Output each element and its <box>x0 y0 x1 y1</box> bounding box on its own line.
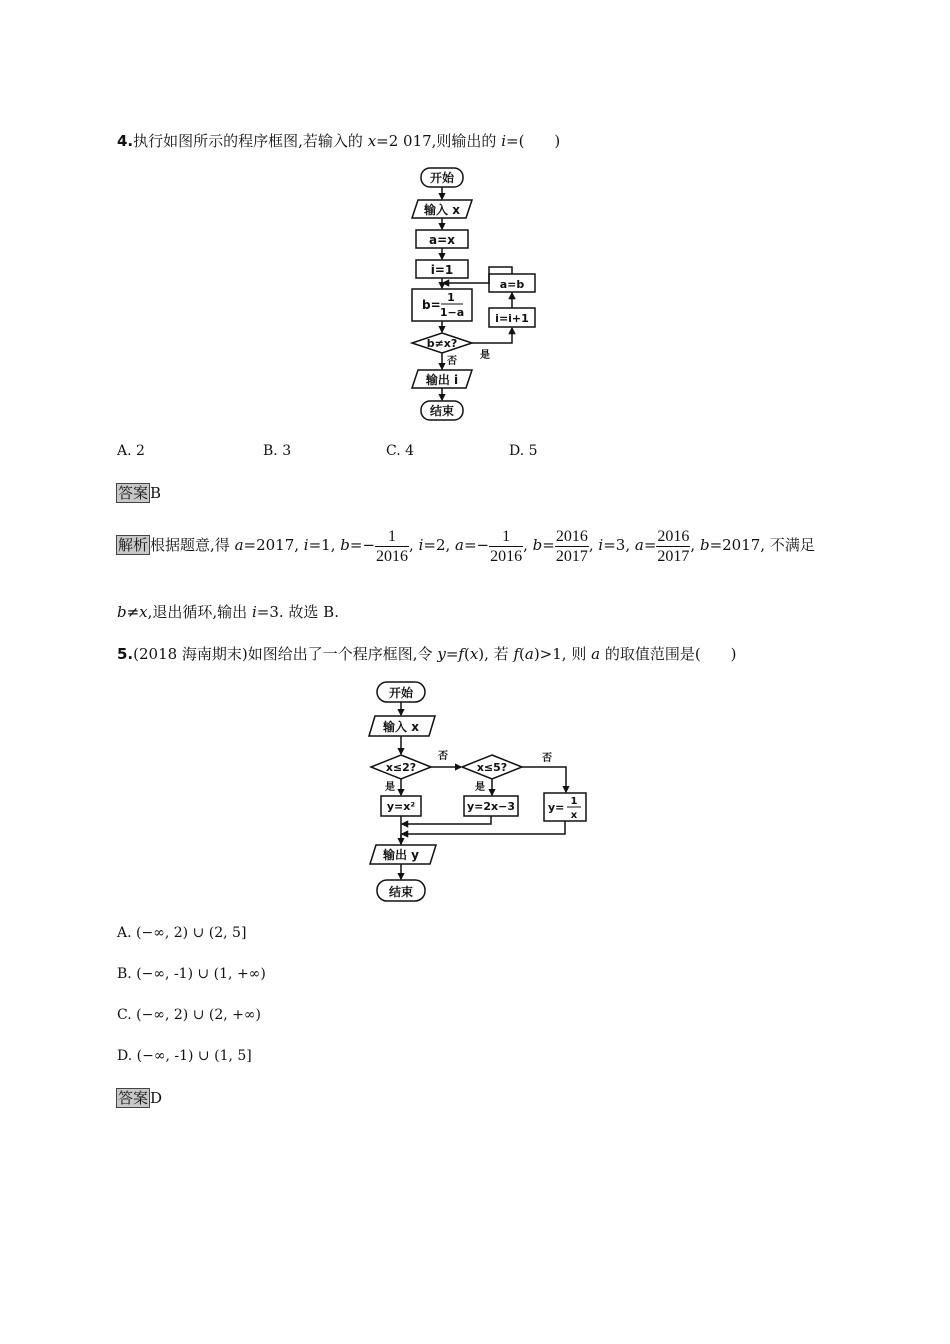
svg-text:否: 否 <box>438 751 448 762</box>
svg-text:x≤5?: x≤5? <box>476 761 508 774</box>
svg-text:开始: 开始 <box>429 171 455 185</box>
analysis-tag: 解析 <box>118 536 149 554</box>
svg-text:1−a: 1−a <box>439 306 465 319</box>
q5-option-c[interactable]: C. (−∞, 2) ∪ (2, +∞) <box>117 1007 261 1023</box>
fraction: $\frac{2016}{2017}$ <box>555 527 588 565</box>
q5-option-a[interactable]: A. (−∞, 2) ∪ (2, 5] <box>117 925 247 941</box>
q4-option-a[interactable]: A. 2 <box>117 443 145 459</box>
svg-text:否: 否 <box>542 753 552 764</box>
q4-stem: 4.执行如图所示的程序框图,若输入的 x=2 017,则输出的 i=( ) <box>117 132 561 150</box>
svg-text:输出 y: 输出 y <box>382 848 420 862</box>
q4-option-c[interactable]: C. 4 <box>386 443 415 459</box>
q4-answer <box>116 483 161 503</box>
svg-text:i=1: i=1 <box>430 263 454 277</box>
svg-text:b=: b= <box>422 298 441 312</box>
fraction: $\frac{1}{2016}$ <box>376 527 409 565</box>
answer-tag: 答案 <box>118 1089 149 1107</box>
q4-analysis-line1: 解析 根据题意,得 a=2017, i=1, b=− $\frac{1}{2016}$ , i=2, a=− $\frac{1}{2016}$ , b= $\frac{2016}{2017}$ , i=3, a= $\frac{2016}{2017}$ , b=2017, 不满足 <box>118 527 815 565</box>
svg-text:x: x <box>570 810 578 821</box>
svg-text:y=2x−3: y=2x−3 <box>466 800 516 813</box>
svg-text:结束: 结束 <box>388 885 414 899</box>
fraction: $\frac{2016}{2017}$ <box>657 527 690 565</box>
svg-text:i=i+1: i=i+1 <box>495 312 529 325</box>
svg-text:输入 x: 输入 x <box>383 720 419 734</box>
svg-text:a=x: a=x <box>429 233 455 247</box>
q5-stem: 5.(2018 海南期末)如图给出了一个程序框图,令 y=f(x), 若 f(a)>1, 则 a 的取值范围是( ) <box>117 645 737 663</box>
q5-option-b[interactable]: B. (−∞, -1) ∪ (1, +∞) <box>117 966 266 982</box>
svg-text:否: 否 <box>447 356 457 367</box>
fraction: $\frac{1}{2016}$ <box>490 527 523 565</box>
q5-flowchart <box>360 675 600 907</box>
q4-answer-value: B <box>150 484 162 502</box>
svg-text:输出 i: 输出 i <box>425 373 459 387</box>
svg-text:是: 是 <box>480 350 490 361</box>
svg-text:x≤2?: x≤2? <box>385 761 417 774</box>
q4-analysis-line2: b≠x,退出循环,输出 i=3. 故选 B. <box>117 603 339 621</box>
svg-text:输入 x: 输入 x <box>424 203 460 217</box>
answer-tag: 答案 <box>118 484 149 502</box>
q5-number: 5. <box>117 645 134 663</box>
svg-text:1: 1 <box>447 291 455 304</box>
svg-text:a=b: a=b <box>499 278 525 291</box>
svg-text:y=x²: y=x² <box>386 800 416 813</box>
svg-text:y=: y= <box>548 801 565 814</box>
q5-answer <box>116 1088 162 1108</box>
q4-option-b[interactable]: B. 3 <box>263 443 292 459</box>
svg-text:1: 1 <box>570 796 578 807</box>
svg-text:开始: 开始 <box>388 686 414 700</box>
q4-option-d[interactable]: D. 5 <box>509 443 538 459</box>
svg-text:结束: 结束 <box>429 404 455 418</box>
q5-option-d[interactable]: D. (−∞, -1) ∪ (1, 5] <box>117 1048 252 1064</box>
svg-text:是: 是 <box>475 782 485 793</box>
q4-flowchart <box>400 162 550 424</box>
q4-number: 4. <box>117 132 134 150</box>
q5-answer-value: D <box>150 1089 163 1107</box>
svg-text:b≠x?: b≠x? <box>426 337 458 350</box>
svg-text:是: 是 <box>385 782 395 793</box>
